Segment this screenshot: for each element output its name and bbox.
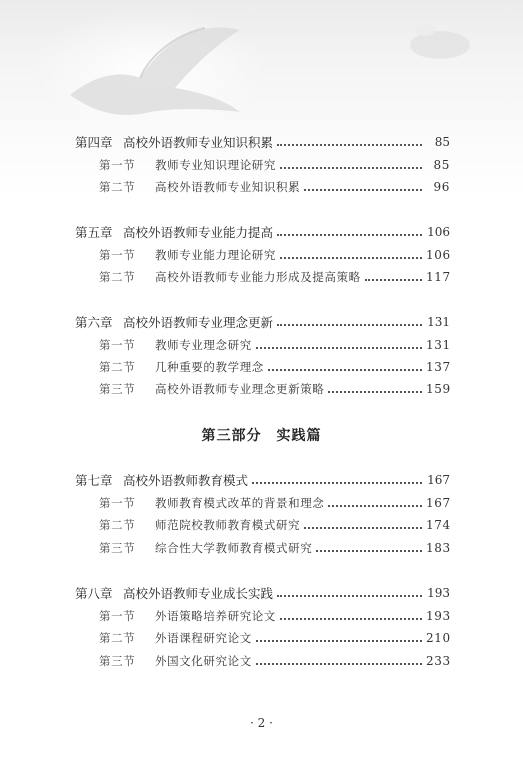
leader-dots [277,323,422,326]
toc-chapter-7[interactable] [75,471,450,489]
leader-dots [256,346,422,349]
chapter-number: 第六章 [75,315,113,330]
section-title: 外国文化研究论文 [155,654,252,668]
leader-dots [277,143,422,146]
leader-dots [277,233,422,236]
leader-dots [280,617,422,620]
section-number: 第一节 [99,158,136,172]
page-number: 233 [426,654,451,668]
toc-section[interactable] [99,607,450,625]
page-number: 117 [426,270,451,284]
leader-dots [328,390,422,393]
section-number: 第一节 [99,338,136,352]
section-number: 第二节 [99,270,136,284]
toc-chapter-6[interactable] [75,313,450,331]
page-number: 85 [434,135,450,149]
leader-dots [268,368,422,371]
section-number: 第三节 [99,541,136,555]
toc-chapter-5[interactable] [75,223,450,241]
leader-dots [316,549,422,552]
leader-dots [304,526,422,529]
part-heading: 第三部分 实践篇 [201,428,322,444]
section-title: 外语策略培养研究论文 [155,609,276,623]
section-title: 高校外语教师专业理念更新策略 [155,382,325,396]
page-footer-number: · 2 · [250,716,273,730]
toc-section[interactable] [99,629,450,647]
chapter-title: 高校外语教师专业能力提高 [123,225,274,240]
leader-dots [277,594,422,597]
page-number: 85 [433,158,450,172]
section-number: 第二节 [99,360,136,374]
leader-dots [304,188,422,191]
toc-section[interactable] [99,539,450,557]
toc-section[interactable] [99,178,450,196]
section-number: 第一节 [99,496,136,510]
page-number: 131 [427,315,450,329]
toc-section[interactable] [99,652,450,670]
section-title: 综合性大学教师教育模式研究 [155,541,313,555]
section-title: 教师教育模式改革的背景和理念 [155,496,325,510]
page-number: 193 [427,586,450,600]
page-number: 106 [426,248,451,262]
section-number: 第二节 [99,518,136,532]
leader-dots [280,256,422,259]
toc-section[interactable] [99,358,450,376]
toc-chapter-8[interactable] [75,584,450,602]
section-number: 第三节 [99,382,136,396]
section-title: 外语课程研究论文 [155,631,252,645]
toc-section[interactable] [99,246,450,264]
toc-section[interactable] [99,380,450,398]
page-number: 167 [426,496,451,510]
page-number: 137 [426,360,451,374]
page-number: 96 [433,180,450,194]
page-number: 210 [426,631,451,645]
leader-dots [280,166,422,169]
toc-section[interactable] [99,516,450,534]
chapter-title: 高校外语教师专业成长实践 [123,586,274,601]
chapter-number: 第五章 [75,225,113,240]
leader-dots [256,639,422,642]
leader-dots [256,662,422,665]
page-number: 131 [426,338,451,352]
leader-dots [328,504,422,507]
chapter-title: 高校外语教师专业知识积累 [123,135,274,150]
section-title: 教师专业能力理论研究 [155,248,276,262]
page-number: 106 [427,225,450,239]
toc-chapter-4[interactable] [75,133,450,151]
section-number: 第二节 [99,180,136,194]
section-number: 第二节 [99,631,136,645]
chapter-title: 高校外语教师专业理念更新 [123,315,274,330]
page-number: 159 [426,382,451,396]
page-number: 193 [426,609,451,623]
section-number: 第一节 [99,609,136,623]
page-number: 174 [426,518,451,532]
page-number: 183 [426,541,451,555]
section-title: 教师专业知识理论研究 [155,158,276,172]
section-title: 几种重要的教学理念 [155,360,264,374]
toc-section[interactable] [99,156,450,174]
section-number: 第一节 [99,248,136,262]
page-number: 167 [427,473,450,487]
leader-dots [365,278,422,281]
chapter-number: 第四章 [75,135,113,150]
chapter-title: 高校外语教师教育模式 [123,473,249,488]
leader-dots [252,481,422,484]
toc-section[interactable] [99,268,450,286]
chapter-number: 第七章 [75,473,113,488]
chapter-number: 第八章 [75,586,113,601]
section-title: 高校外语教师专业能力形成及提高策略 [155,270,361,284]
section-title: 教师专业理念研究 [155,338,252,352]
toc-section[interactable] [99,336,450,354]
toc-section[interactable] [99,494,450,512]
section-title: 师范院校教师教育模式研究 [155,518,301,532]
section-title: 高校外语教师专业知识积累 [155,180,301,194]
section-number: 第三节 [99,654,136,668]
